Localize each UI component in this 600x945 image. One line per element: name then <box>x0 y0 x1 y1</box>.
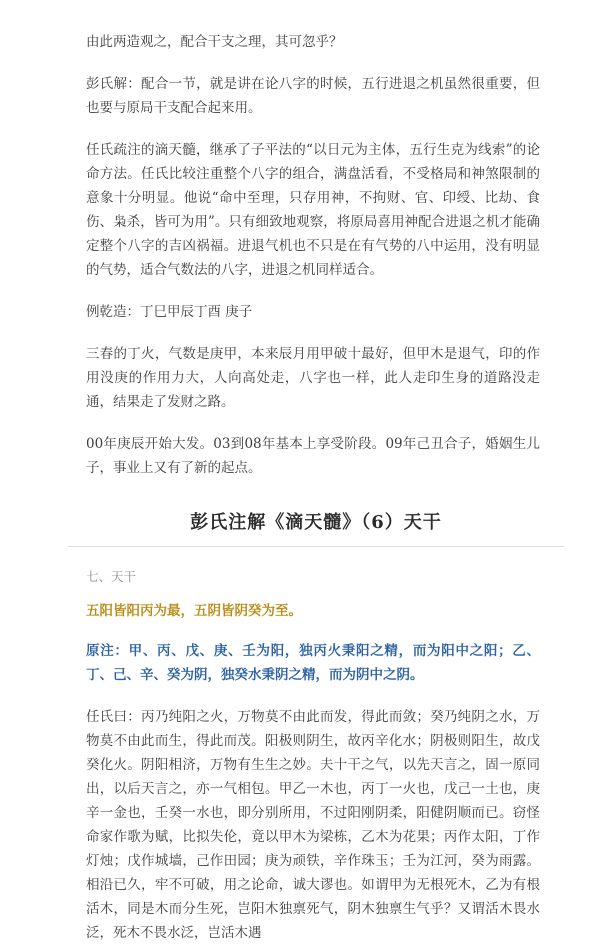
original-note: 原注：甲、丙、戊、庚、壬为阳，独丙火秉阳之精，而为阳中之阳；乙、丁、己、辛、癸为阴，独癸水秉阴之精，而为阴中之阴。 <box>86 643 540 683</box>
paragraph-ren-commentary-intro: 任氏疏注的滴天髓，继承了子平法的“以日元为主体，五行生克为线索”的论命方法。任氏比较注重整个八字的组合，满盘活看，不受格局和神煞限制的意象十分明显。他说“命中至理，只存用神，不拘财、官、印绶、比劫、食伤、枭杀，皆可为用”。只有细致地观察，将原局喜用神配合进退之机才能确定整个八字的吉凶祸福。进退气机也不只是在有气势的八中运用，没有明显的气势，适合气数法的八字，进退之机同样适合。 <box>86 142 540 278</box>
verse-line: 五阳皆阳丙为最，五阴皆阴癸为至。 <box>86 603 302 619</box>
section-title-block <box>68 508 564 547</box>
paragraph-peng-explanation: 彭氏解：配合一节，就是讲在论八字的时候，五行进退之机虽然很重要，但也要与原局干支配合起来用。 <box>86 76 540 116</box>
paragraph-example-analysis: 三春的丁火，气数是庚甲，本来辰月用甲破十最好，但甲木是退气，印的作用没庚的作用力大，人向高处走，八字也一样，此人走印生身的道路没走通，结果走了发财之路。 <box>86 346 540 410</box>
section-title: 彭氏注解《滴天髓》（6）天干 <box>190 512 442 533</box>
paragraph-example-outcome: 00年庚辰开始大发。03到08年基本上享受阶段。09年己丑合子，婚姻生儿子，事业上又有了新的起点。 <box>86 436 540 476</box>
paragraph-summary: 由此两造观之，配合干支之理，其可忽乎？ <box>86 34 343 50</box>
subheading: 七、天干 <box>86 569 137 584</box>
paragraph-ren-commentary: 任氏曰：丙乃纯阳之火，万物莫不由此而发，得此而敛；癸乃纯阴之水，万物莫不由此而生，得此而茂。阳极则阴生，故丙辛化水；阴极则阳生，故戊癸化火。阴阳相济，万物有生生之妙。夫十干之气，以先天言之，固一原同出，以后天言之，亦一气相包。甲乙一木也，丙丁一火也，戊己一土也，庚辛一金也，壬癸一水也，即分别所用，不过阳刚阴柔，阳健阴顺而已。窃怪命家作歌为赋，比拟失伦，竟以甲木为梁栋，乙木为花果；丙作太阳，丁作灯烛；戊作城墙，己作田园；庚为顽铁，辛作珠玉；壬为江河，癸为雨露。相沿已久，牢不可破，用之论命，诚大谬也。如谓甲为无根死木，乙为有根活木，同是木而分生死，岂阳木独禀死气，阴木独禀生气乎？又谓活木畏水泛，死木不畏水泛，岂活木遇 <box>86 709 540 941</box>
paragraph-example-chart: 例乾造：丁巳甲辰丁酉 庚子 <box>86 304 253 320</box>
